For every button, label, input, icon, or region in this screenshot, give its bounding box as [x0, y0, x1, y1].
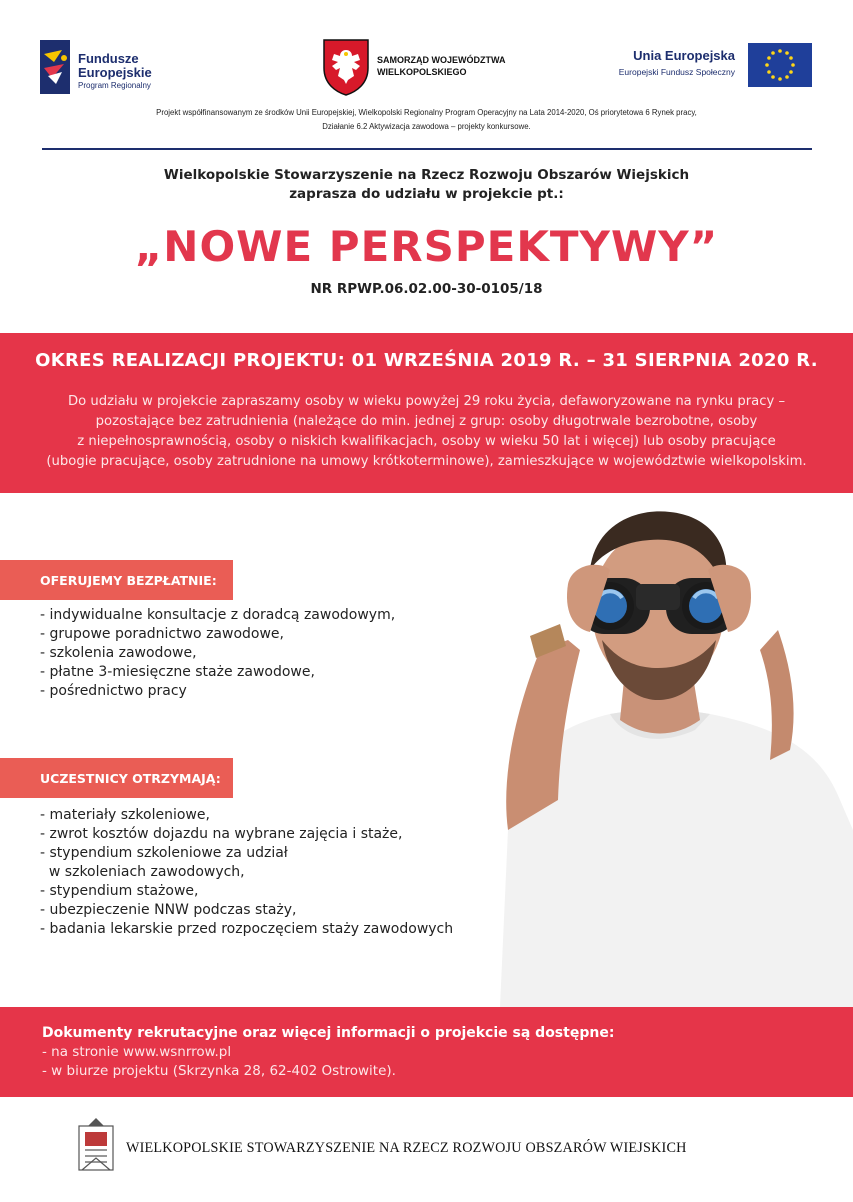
fe-flag-icon [40, 40, 72, 94]
footer [76, 1118, 796, 1178]
fe-line1: Fundusze [78, 51, 139, 66]
unia-europejska-logo [592, 43, 812, 89]
eagle-shield-icon [322, 38, 370, 96]
man-with-binoculars-image [460, 500, 853, 1007]
list-item: - szkolenia zawodowe, [40, 645, 197, 661]
samorzad-logo [322, 38, 522, 98]
offer-list [40, 606, 395, 701]
list-item: w szkoleniach zawodowych, [40, 864, 245, 880]
fe-line3: Program Regionalny [78, 81, 151, 90]
description-line: (ubogie pracujące, osoby zatrudnione na umowy krótkoterminowe), zamieszkujące w województwie wielkopolskim. [46, 454, 807, 469]
list-item: - grupowe poradnictwo zawodowe, [40, 626, 284, 642]
list-item: - materiały szkoleniowe, [40, 807, 210, 823]
ue-line1: Unia Europejska [633, 48, 735, 63]
contact-website: - na stronie www.wsnrrow.pl [42, 1044, 232, 1060]
eu-flag-icon [748, 43, 812, 87]
list-item: - badania lekarskie przed rozpoczęciem staży zawodowych [40, 921, 454, 937]
project-title: „NOWE PERSPEKTYWY” [134, 222, 719, 271]
project-period: OKRES REALIZACJI PROJEKTU: 01 WRZEŚNIA 2019 R. – 31 SIERPNIA 2020 R. [35, 350, 818, 371]
project-number: NR RPWP.06.02.00-30-0105/18 [310, 281, 543, 297]
cofinancing-line: Projekt współfinansowanym ze środków Unii Europejskiej, Wielkopolski Regionalny Program Operacyjny na Lata 2014-2020, Oś priorytetowa 6 Rynek pracy, [156, 108, 697, 117]
header-logos [40, 38, 812, 98]
cofinancing-note [60, 106, 793, 134]
list-item: - stypendium stażowe, [40, 883, 199, 899]
list-item: - pośrednictwo pracy [40, 683, 187, 699]
description-line: pozostające bez zatrudnienia (należące do min. jednej z grup: osoby długotrwale bezrobotne, osoby [95, 414, 758, 429]
samorzad-line2: WIELKOPOLSKIEGO [377, 67, 467, 77]
participants-list [40, 806, 453, 939]
fundusze-europejskie-logo [40, 40, 180, 96]
list-item: - ubezpieczenie NNW podczas staży, [40, 902, 297, 918]
list-item: - płatne 3-miesięczne staże zawodowe, [40, 664, 315, 680]
list-item: - indywidualne konsultacje z doradcą zawodowym, [40, 607, 396, 623]
cofinancing-line: Działanie 6.2 Aktywizacja zawodowa – projekty konkursowe. [322, 122, 531, 131]
fe-line2: Europejskie [78, 65, 152, 80]
association-emblem-icon [76, 1118, 116, 1174]
organizer-line: Wielkopolskie Stowarzyszenie na Rzecz Rozwoju Obszarów Wiejskich [163, 167, 690, 183]
eligibility-description [20, 392, 833, 472]
samorzad-line1: SAMORZĄD WOJEWÓDZTWA [377, 55, 506, 65]
contact-band [0, 1007, 853, 1097]
contact-office: - w biurze projektu (Skrzynka 28, 62-402 Ostrowite). [42, 1063, 396, 1079]
offer-label: OFERUJEMY BEZPŁATNIE: [0, 560, 233, 600]
association-name: WIELKOPOLSKIE STOWARZYSZENIE NA RZECZ ROZWOJU OBSZARÓW WIEJSKICH [126, 1140, 687, 1156]
contact-heading: Dokumenty rekrutacyjne oraz więcej informacji o projekcie są dostępne: [42, 1025, 615, 1041]
period-band [0, 333, 853, 493]
participants-label: UCZESTNICY OTRZYMAJĄ: [0, 758, 233, 798]
description-line: Do udziału w projekcie zapraszamy osoby w wieku powyżej 29 roku życia, defaworyzowane na rynku pracy – [67, 394, 786, 409]
ue-line2: Europejski Fundusz Społeczny [618, 67, 735, 77]
organizer-text [0, 166, 853, 204]
invite-line: zaprasza do udziału w projekcie pt.: [289, 186, 564, 202]
description-line: z niepełnosprawnością, osoby o niskich kwalifikacjach, osoby w wieku 50 lat i więcej) lub osoby pracujące [77, 434, 776, 449]
list-item: - zwrot kosztów dojazdu na wybrane zajęcia i staże, [40, 826, 403, 842]
header-divider [42, 148, 812, 150]
list-item: - stypendium szkoleniowe za udział [40, 845, 288, 861]
